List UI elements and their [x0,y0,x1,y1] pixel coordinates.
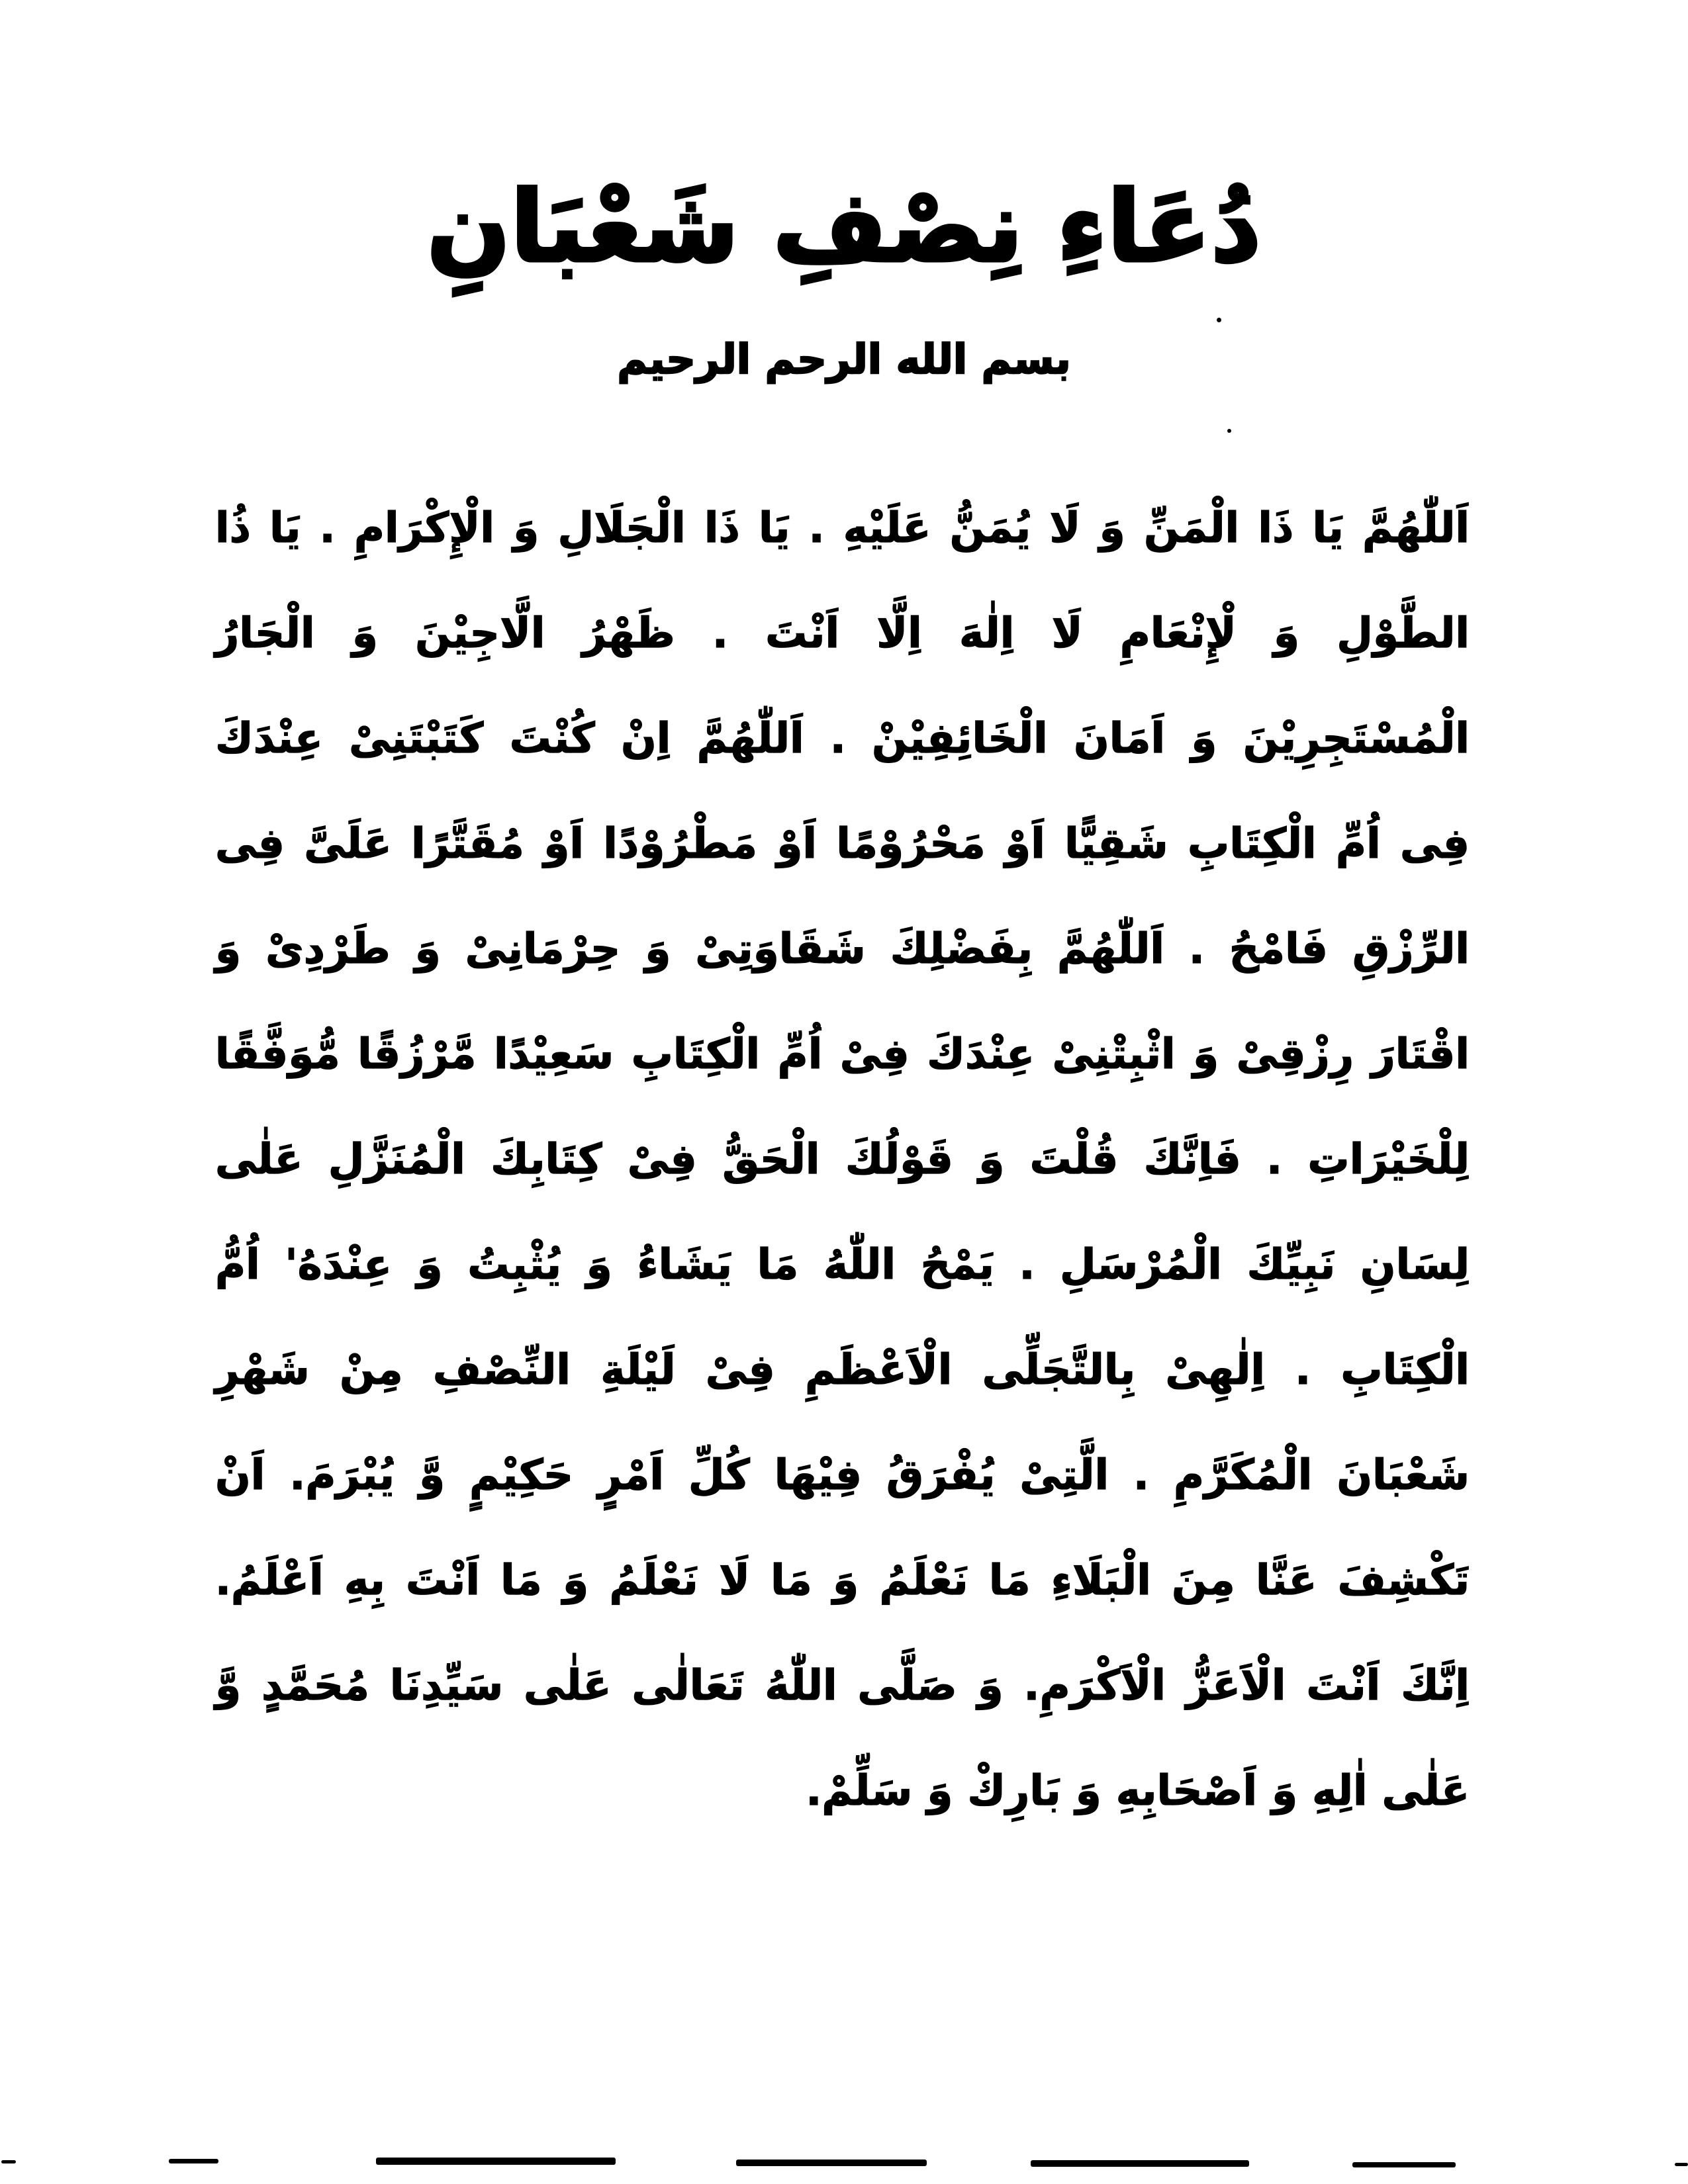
scan-artifact-line-segment [1352,2162,1456,2167]
scan-speck [1227,429,1231,433]
body-line: الْكِتَابِ . اِلٰهِىْ بِالتَّجَلِّى الْاَعْظَمِ فِىْ لَيْلَةِ النِّصْفِ مِنْ شَهْرِ [215,1345,1470,1394]
body-line: اقْتَارَ رِزْقِىْ وَ اثْبِتْنِىْ عِنْدَكَ فِىْ اُمِّ الْكِتَابِ سَعِيْدًا مَّرْزُقًا مُّوَفَّقًا [215,1030,1470,1078]
body-line: الطَّوْلِ وَ لْإِنْعَامِ لَا اِلٰهَ اِلَّا اَنْتَ . ظَهْرُ الَّاجِيْنَ وَ الْجَارُ [215,609,1470,657]
body-line: اَللّٰهُمَّ يَا ذَا الْمَنِّ وَ لَا يُمَنُّ عَلَيْهِ . يَا ذَا الْجَلَالِ وَ الْإِكْرَامِ . يَا ذُا [215,504,1470,552]
bismillah-line: بسم الله الرحم الرحيم [617,335,1071,383]
scan-artifact-line-segment [1675,2163,1688,2166]
body-line: فِى اُمِّ الْكِتَابِ شَقِيًّا اَوْ مَحْرُوْمًا اَوْ مَطْرُوْدًا اَوْ مُقَتَّرًا عَلَىَّ فِى [215,819,1470,868]
body-line: شَعْبَانَ الْمُكَرَّمِ . الَّتِىْ يُفْرَقُ فِيْهَا كُلِّ اَمْرٍ حَكِيْمٍ وَّ يُبْرَمَ. اَنْ [215,1451,1470,1499]
body-line: لِسَانِ نَبِيِّكَ الْمُرْسَلِ . يَمْحُ اللّٰهُ مَا يَشَاءُ وَ يُثْبِتُ وَ عِنْدَهُ' اُمُّ [215,1240,1470,1289]
scan-artifact-line-segment [1031,2160,1249,2167]
body-line: اِنَّكَ اَنْتَ الْاَعَزُّ الْاَكْرَمِ. وَ صَلَّى اللّٰهُ تَعَالٰى عَلٰى سَيِّدِنَا مُحَمَّدٍ وَّ [215,1661,1470,1709]
body-line: تَكْشِفَ عَنَّا مِنَ الْبَلَاءِ مَا نَعْلَمُ وَ مَا لَا نَعْلَمُ وَ مَا اَنْتَ بِهِ اَعْلَمُ. [215,1556,1470,1604]
scan-artifact-line-segment [736,2160,927,2166]
body-line: الرِّزْقِ فَامْحُ . اَللّٰهُمَّ بِفَضْلِكَ شَقَاوَتِىْ وَ حِرْمَانِىْ وَ طَرْدِىْ وَ [215,925,1470,973]
body-line: الْمُسْتَجِرِيْنَ وَ اَمَانَ الْخَائِفِيْنْ . اَللّٰهُمَّ اِنْ كُنْتَ كَتَبْتَنِىْ عِنْدَكَ [215,714,1470,762]
scan-speck [1217,318,1221,322]
scan-artifact-line-segment [1,2160,16,2163]
scan-artifact-line-segment [169,2159,218,2163]
body-line-last: عَلٰى اٰلِهِ وَ اَصْحَابِهِ وَ بَارِكْ وَ سَلِّمْ. [806,1766,1470,1815]
page-title: دُعَاءِ نِصْفِ شَعْبَانِ [426,170,1262,284]
scan-artifact-line-segment [376,2158,616,2165]
prayer-body [215,475,1470,1843]
body-line: لِلْخَيْرَاتِ . فَاِنَّكَ قُلْتَ وَ قَوْلُكَ الْحَقُّ فِىْ كِتَابِكَ الْمُنَزَّلِ عَلٰى [215,1135,1470,1183]
scan-artifact-bottom-line [0,2156,1688,2169]
